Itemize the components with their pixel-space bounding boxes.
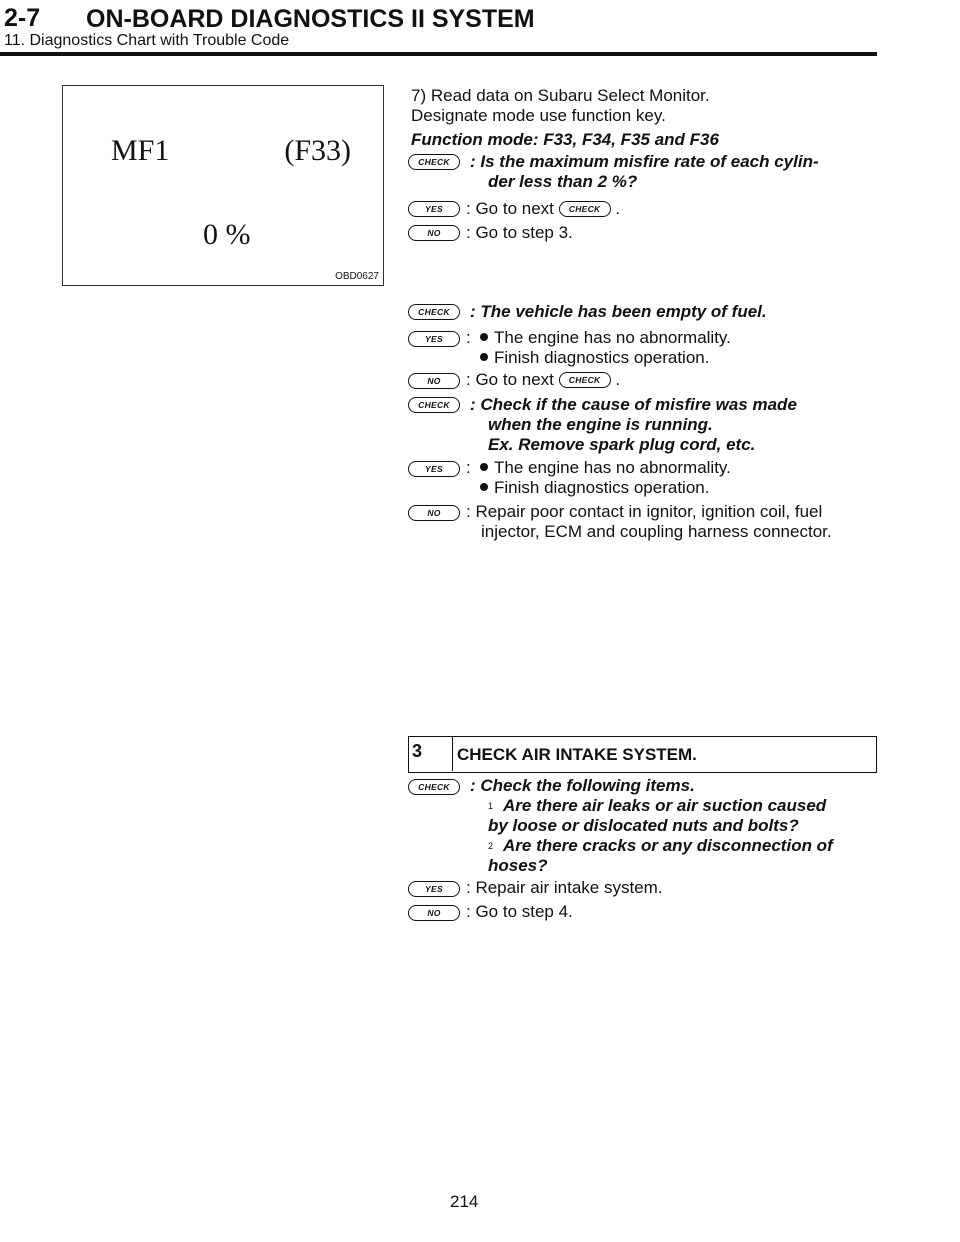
step3-item-2-line-1: 2 Are there cracks or any disconnection of bbox=[488, 836, 833, 855]
check3-yes-item-2: Finish diagnostics operation. bbox=[480, 478, 709, 498]
check3-no-1: : Repair poor contact in ignitor, ignition coil, fuel bbox=[466, 502, 823, 521]
yes-badge-icon: YES bbox=[408, 331, 460, 347]
check1-yes bbox=[466, 199, 620, 219]
page-number: 214 bbox=[450, 1192, 479, 1211]
check-badge-icon: CHECK bbox=[408, 779, 460, 795]
check2-yes-item-2: Finish diagnostics operation. bbox=[480, 348, 709, 368]
step3-yes: : Repair air intake system. bbox=[466, 878, 663, 897]
check1-question-1: : Is the maximum misfire rate of each cylin- bbox=[470, 152, 819, 171]
check1-yes-text: : Go to next bbox=[466, 199, 554, 218]
page-subtitle: 11. Diagnostics Chart with Trouble Code bbox=[4, 32, 290, 49]
check2-question: : The vehicle has been empty of fuel. bbox=[470, 302, 767, 321]
intro-line-2: Designate mode use function key. bbox=[411, 106, 666, 125]
bullet-icon bbox=[480, 463, 488, 471]
check-badge-icon: CHECK bbox=[408, 304, 460, 320]
no-badge-icon: NO bbox=[408, 905, 460, 921]
step-number: 3 bbox=[409, 737, 453, 771]
step-3-header bbox=[408, 736, 877, 773]
check-badge-icon: CHECK bbox=[408, 154, 460, 170]
check1-question-2: der less than 2 %? bbox=[488, 172, 638, 191]
function-mode: Function mode: F33, F34, F35 and F36 bbox=[411, 130, 719, 149]
item-number-1: 1 bbox=[488, 801, 494, 811]
check2-yes-item-1: The engine has no abnormality. bbox=[480, 328, 731, 348]
check3-question-3: Ex. Remove spark plug cord, etc. bbox=[488, 435, 756, 454]
step3-check: : Check the following items. bbox=[470, 776, 695, 795]
check-badge-icon: CHECK bbox=[559, 201, 611, 217]
step3-item-2-line-2: hoses? bbox=[488, 856, 548, 875]
check2-no-text: : Go to next bbox=[466, 370, 554, 389]
bullet-icon bbox=[480, 353, 488, 361]
step3-item-1-line-1: 1 Are there air leaks or air suction caused bbox=[488, 796, 827, 815]
select-monitor-display bbox=[62, 85, 384, 286]
header-rule bbox=[0, 52, 877, 56]
figure-code: OBD0627 bbox=[335, 271, 379, 282]
check1-no: : Go to step 3. bbox=[466, 223, 573, 242]
no-badge-icon: NO bbox=[408, 505, 460, 521]
monitor-mode: (F33) bbox=[284, 134, 351, 167]
yes-badge-icon: YES bbox=[408, 461, 460, 477]
bullet-icon bbox=[480, 333, 488, 341]
section-number: 2-7 bbox=[4, 4, 41, 32]
check2-no bbox=[466, 370, 620, 390]
step3-no: : Go to step 4. bbox=[466, 902, 573, 921]
check3-yes-prefix: : bbox=[466, 458, 471, 477]
check-badge-icon: CHECK bbox=[408, 397, 460, 413]
step-title: CHECK AIR INTAKE SYSTEM. bbox=[457, 745, 697, 764]
page-title: ON-BOARD DIAGNOSTICS II SYSTEM bbox=[86, 5, 535, 33]
monitor-value: 0 % bbox=[203, 218, 251, 251]
check3-question-2: when the engine is running. bbox=[488, 415, 713, 434]
yes-badge-icon: YES bbox=[408, 201, 460, 217]
check1-yes-suffix: . bbox=[615, 199, 621, 218]
check2-yes-prefix: : bbox=[466, 328, 471, 347]
bullet-icon bbox=[480, 483, 488, 491]
no-badge-icon: NO bbox=[408, 225, 460, 241]
monitor-label: MF1 bbox=[111, 134, 170, 167]
intro-line-1: 7) Read data on Subaru Select Monitor. bbox=[411, 86, 710, 105]
yes-badge-icon: YES bbox=[408, 881, 460, 897]
item-number-2: 2 bbox=[488, 841, 494, 851]
no-badge-icon: NO bbox=[408, 373, 460, 389]
check-badge-icon: CHECK bbox=[559, 372, 611, 388]
check2-no-suffix: . bbox=[615, 370, 621, 389]
step3-item-1-line-2: by loose or dislocated nuts and bolts? bbox=[488, 816, 799, 835]
check3-yes-item-1: The engine has no abnormality. bbox=[480, 458, 731, 478]
check3-no-2: injector, ECM and coupling harness connector. bbox=[481, 522, 832, 541]
monitor-line-1 bbox=[111, 134, 351, 168]
check3-question-1: : Check if the cause of misfire was made bbox=[470, 395, 797, 414]
